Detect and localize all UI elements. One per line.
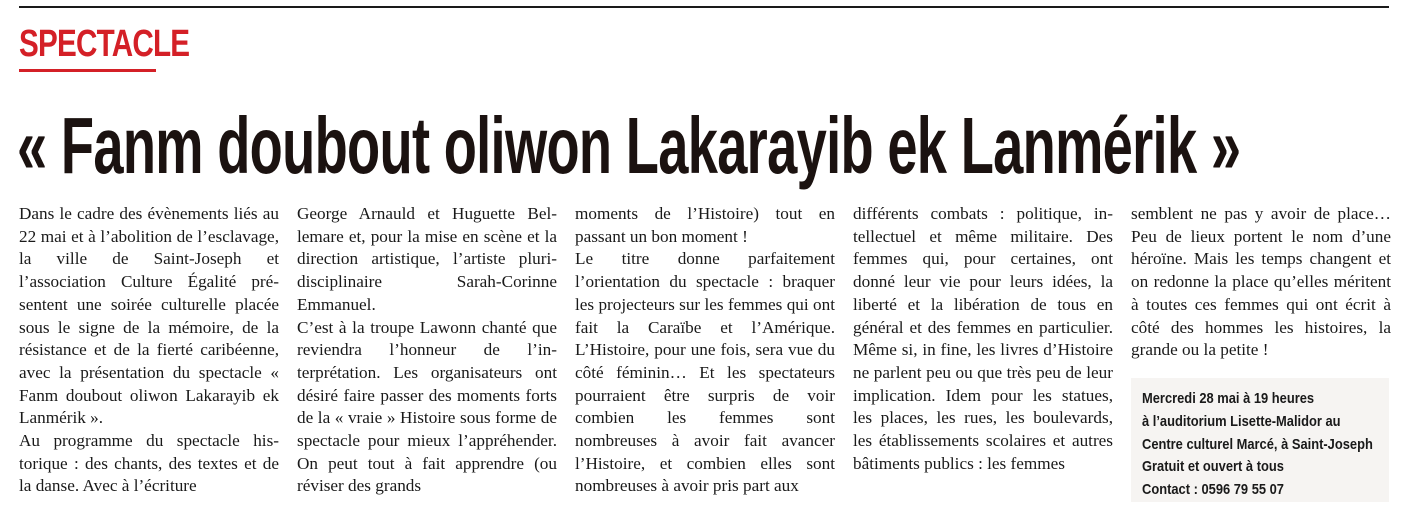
paragraph: Dans le cadre des évènements liés au 22 mai et à l’abolition de l’esclavage, la ville de Saint-Joseph et l’association Culture Égalité présentent une soirée culturelle placée sous le signe de la mémoire, de la résistance et de la fierté caribéenne, avec la présentation du spectacle « Fanm doubout oliwon Lakarayib ek Lanmérik ». (19, 204, 279, 428)
paragraph: George Arnauld et Huguette Bellemare et, pour la mise en scène et la direction artistique, l’artiste pluri-disciplinaire Sarah-Corinne Emmanuel. (297, 204, 557, 314)
event-contact: Contact : 0596 79 55 07 (1142, 481, 1284, 499)
paragraph: Le titre donne parfaitement l’orientation du spectacle : braquer les projecteurs sur les femmes qui ont fait la Caraïbe et l’Amérique. L’Histoire, pour une fois, sera vue du côté féminin… Et les spectateurs pourraient être surpris de voir combien les femmes sont nombreuses à avoir fait avancer l’Histoire, et combien elles sont nombreuses à avoir pris part aux (575, 249, 835, 496)
article-column-4 (853, 203, 1113, 503)
event-date: Mercredi 28 mai à 19 heures (1142, 390, 1315, 407)
paragraph: semblent ne pas y avoir de place… Peu de lieux portent le nom d’une héroïne. Mais les temps changent et on redonne la place qu’elles méritent à toutes ces femmes qui ont écrit à côté des hommes les histoires, la grande ou la petite ! (1131, 204, 1391, 360)
section-underline (19, 69, 156, 72)
article-column-1 (19, 203, 279, 503)
paragraph: Au programme du spectacle historique : des chants, des textes et de la danse. Avec à l’écriture (19, 431, 279, 496)
paragraph: C’est à la troupe Lawonn chanté que reviendra l’honneur de l’interprétation. Les organisateurs ont désiré faire passer des moments forts de la « vraie » Histoire sous forme de spectacle pour mieux l’appréhender. On peut tout à fait apprendre (ou réviser des grands (297, 317, 557, 496)
paragraph: différents combats : politique, intellectuel et même militaire. Des femmes qui, pour certaines, ont donné leur vie pour leurs idées, la liberté et la libération de tous en général et des femmes en particulier. Même si, in fine, les livres d’Histoire ne parlent peu ou que très peu de leur implication. Idem pour les statues, les places, les rues, les boulevards, les établissements scolaires et autres bâtiments publics : les femmes (853, 204, 1113, 473)
article-column-5 (1131, 203, 1391, 363)
section-label: SPECTACLE (19, 23, 190, 65)
paragraph: moments de l’Histoire) tout en passant un bon moment ! (575, 204, 835, 246)
event-info-text (1142, 388, 1373, 502)
article-column-2 (297, 203, 557, 503)
event-venue: à l’auditorium Lisette-Malidor au (1142, 412, 1341, 430)
top-rule (19, 6, 1389, 8)
event-price: Gratuit et ouvert à tous (1142, 458, 1284, 476)
event-location: Centre culturel Marcé, à Saint-Joseph (1142, 435, 1373, 453)
article-column-3 (575, 203, 835, 503)
article-headline: « Fanm doubout oliwon Lakarayib ek Lanmérik » (17, 101, 1241, 190)
